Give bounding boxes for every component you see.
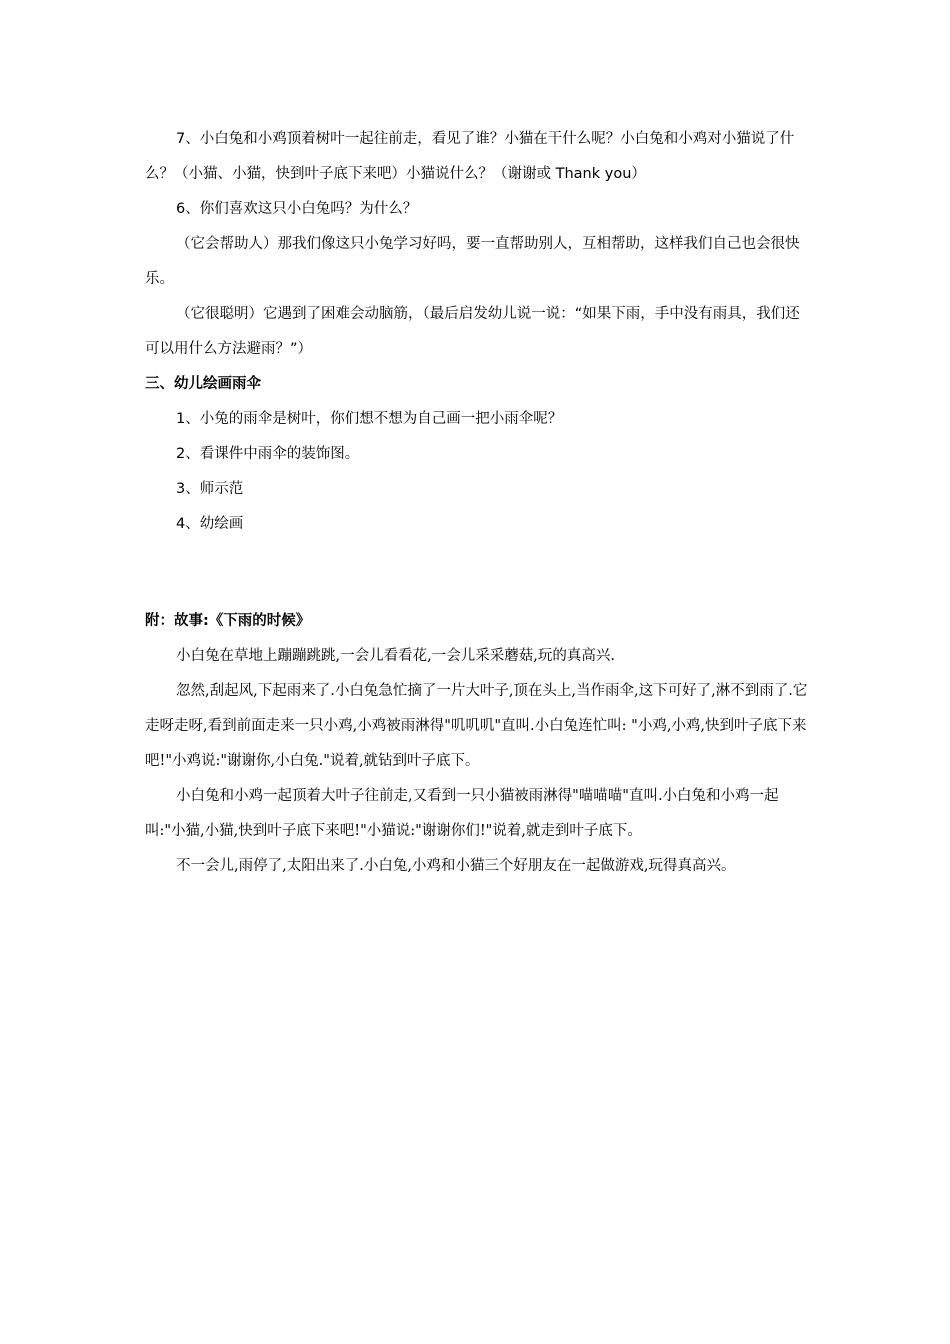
lesson-answer-clever: （它很聪明）它遇到了困难会动脑筋，（最后启发幼儿说一说：“如果下雨，手中没有雨具，我们还可以用什么方法避雨？”） [145, 306, 800, 357]
story-paragraph: 忽然,刮起风,下起雨来了.小白兔急忙摘了一片大叶子,顶在头上,当作雨伞,这下可好了,淋不到雨了.它走呀走呀,看到前面走来一只小鸡,小鸡被雨淋得"叽叽叽"直叫.小白兔连忙叫: "小鸡,小鸡,快到叶子底下来吧!"小鸡说:"谢谢你,小白兔."说着,就钻到叶子底下。 [145, 683, 808, 769]
drawing-step: 1、小兔的雨伞是树叶，你们想不想为自己画一把小雨伞呢？ [176, 411, 563, 427]
story-paragraph: 不一会儿,雨停了,太阳出来了.小白兔,小鸡和小猫三个好朋友在一起做游戏,玩得真高兴。 [176, 858, 736, 874]
story-paragraph: 小白兔在草地上蹦蹦跳跳,一会儿看看花,一会儿采采蘑菇,玩的真高兴. [176, 648, 615, 664]
section-heading-drawing: 三、幼儿绘画雨伞 [145, 376, 261, 392]
drawing-step: 2、看课件中雨伞的装饰图。 [176, 446, 360, 462]
lesson-question-6: 6、你们喜欢这只小白兔吗？为什么？ [176, 201, 418, 217]
story-paragraph: 小白兔和小鸡一起顶着大叶子往前走,又看到一只小猫被雨淋得"喵喵喵"直叫.小白兔和小鸡一起叫:"小猫,小猫,快到叶子底下来吧!"小猫说:"谢谢你们!"说着,就走到叶子底下。 [145, 788, 779, 839]
document-body [145, 122, 811, 884]
drawing-step: 4、幼绘画 [176, 516, 244, 532]
lesson-answer-helpful: （它会帮助人）那我们像这只小兔学习好吗，要一直帮助别人，互相帮助，这样我们自己也会很快乐。 [145, 236, 800, 287]
lesson-question-7: 7、小白兔和小鸡顶着树叶一起往前走，看见了谁？小猫在干什么呢？小白兔和小鸡对小猫说了什么？（小猫、小猫，快到叶子底下来吧）小猫说什么？（谢谢或 Thank you） [145, 131, 795, 182]
drawing-step: 3、师示范 [176, 481, 244, 497]
section-spacer [145, 542, 811, 604]
story-heading: 附：故事:《下雨的时候》 [145, 613, 311, 629]
